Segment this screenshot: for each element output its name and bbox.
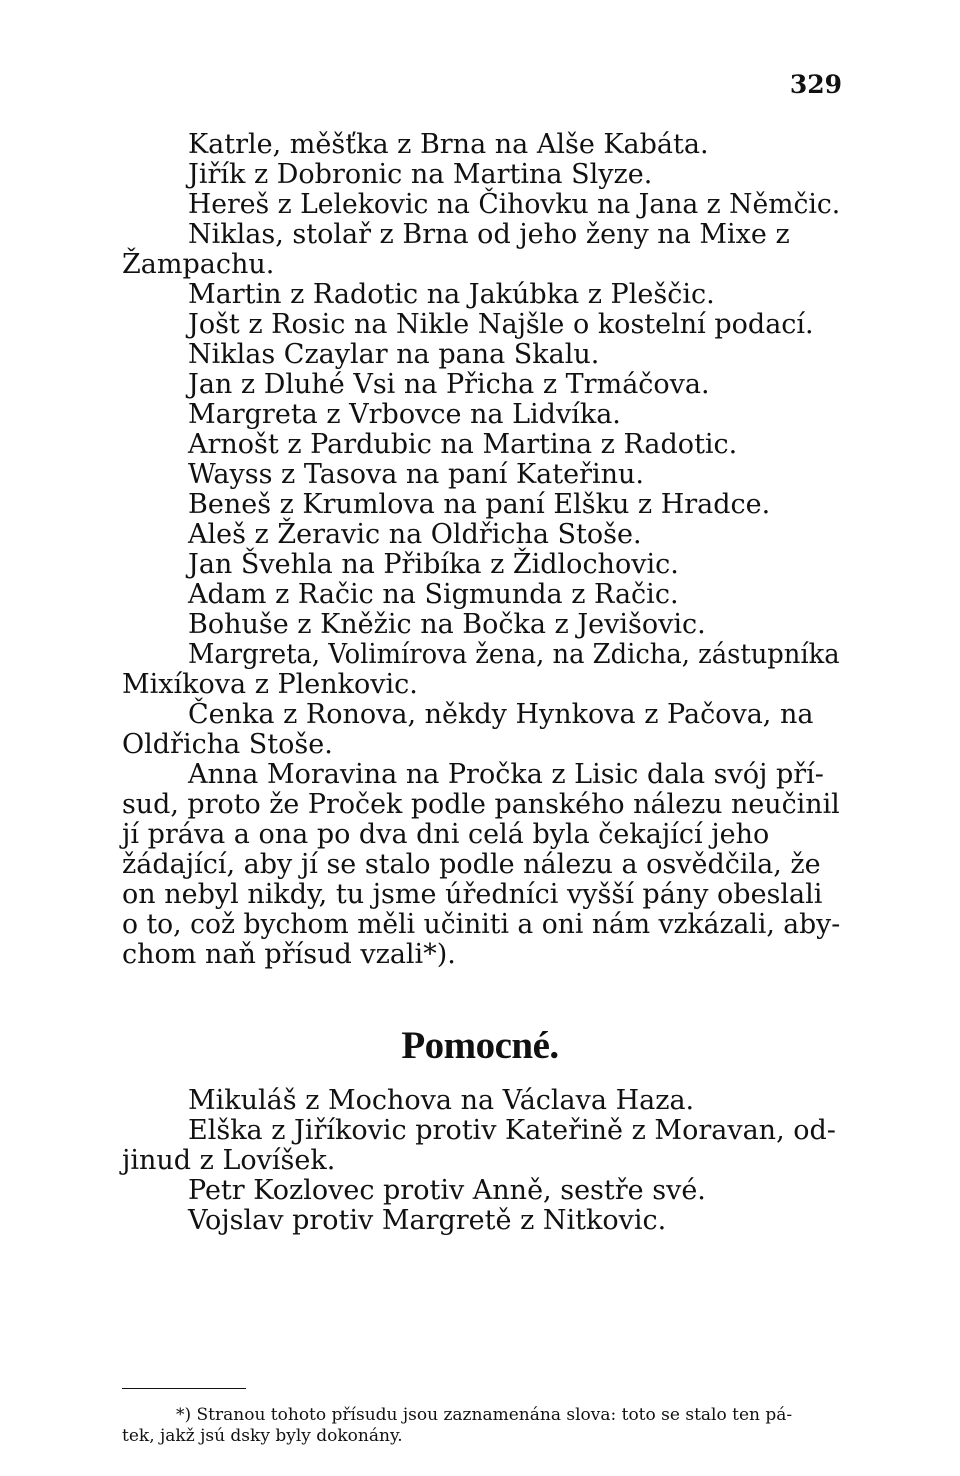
text-line: Arnošt z Pardubic na Martina z Radotic. — [188, 429, 738, 460]
text-line: chom naň přísud vzali*). — [122, 939, 456, 970]
text-line: Adam z Račic na Sigmunda z Račic. — [188, 579, 679, 610]
text-line: Čenka z Ronova, někdy Hynkova z Pačova, na — [188, 699, 814, 730]
text-line: Hereš z Lelekovic na Čihovku na Jana z Němčic. — [188, 189, 841, 220]
text-line: Wayss z Tasova na paní Kateřinu. — [188, 459, 644, 490]
text-line: Niklas, stolař z Brna od jeho ženy na Mixe z — [188, 219, 790, 250]
text-line: Katrle, měšťka z Brna na Alše Kabáta. — [188, 129, 709, 160]
text-line: o to, což bychom měli učiniti a oni nám vzkázali, aby- — [122, 909, 841, 940]
text-line: Bohuše z Kněžic na Bočka z Jevišovic. — [188, 609, 706, 640]
text-line: jí práva a ona po dva dni celá byla čekající jeho — [122, 819, 770, 850]
text-line: Jošt z Rosic na Nikle Najšle o kostelní podací. — [188, 309, 814, 340]
text-line: Martin z Radotic na Jakúbka z Pleščic. — [188, 279, 715, 310]
text-line: Jiřík z Dobronic na Martina Slyze. — [188, 159, 653, 190]
text-line: Anna Moravina na Pročka z Lisic dala svój pří- — [188, 759, 824, 790]
text-line: jinud z Lovíšek. — [122, 1145, 336, 1176]
text-line: Elška z Jiříkovic protiv Kateřině z Moravan, od- — [188, 1115, 836, 1146]
text-line: on nebyl nikdy, tu jsme úředníci vyšší pány obeslali — [122, 879, 823, 910]
text-line: Oldřicha Stoše. — [122, 729, 333, 760]
entries-list — [122, 130, 840, 970]
text-line: Žampachu. — [122, 249, 275, 280]
page-number: 329 — [789, 70, 842, 99]
text-line: Mikuláš z Mochova na Václava Haza. — [188, 1085, 695, 1116]
text-line: Jan Švehla na Přibíka z Židlochovic. — [188, 549, 679, 580]
text-line: sud, proto že Proček podle panského nálezu neučinil — [122, 789, 840, 820]
text-line: Mixíkova z Plenkovic. — [122, 669, 418, 700]
text-line: Petr Kozlovec protiv Anně, sestře své. — [188, 1175, 706, 1206]
text-line: Beneš z Krumlova na paní Elšku z Hradce. — [188, 489, 771, 520]
text-line: Niklas Czaylar na pana Skalu. — [188, 339, 600, 370]
text-line: Margreta, Volimírova žena, na Zdicha, zástupníka — [188, 639, 840, 670]
text-line: Jan z Dluhé Vsi na Přicha z Trmáčova. — [188, 369, 710, 400]
section-heading: Pomocné. — [401, 1024, 559, 1067]
footnote-rule — [122, 1388, 246, 1389]
section2-list — [122, 1086, 840, 1236]
text-line: Margreta z Vrbovce na Lidvíka. — [188, 399, 621, 430]
text-line: Aleš z Žeravic na Oldřicha Stoše. — [188, 519, 642, 550]
footnote — [122, 1405, 840, 1447]
text-line: žádající, aby jí se stalo podle nálezu a osvědčila, že — [122, 849, 821, 880]
text-line: Vojslav protiv Margretě z Nitkovic. — [188, 1205, 667, 1236]
footnote-line: *) Stranou tohoto přísudu jsou zaznamenána slova: toto se stalo ten pá- — [176, 1405, 793, 1425]
footnote-line: tek, jakž jsú dsky byly dokonány. — [122, 1426, 403, 1446]
